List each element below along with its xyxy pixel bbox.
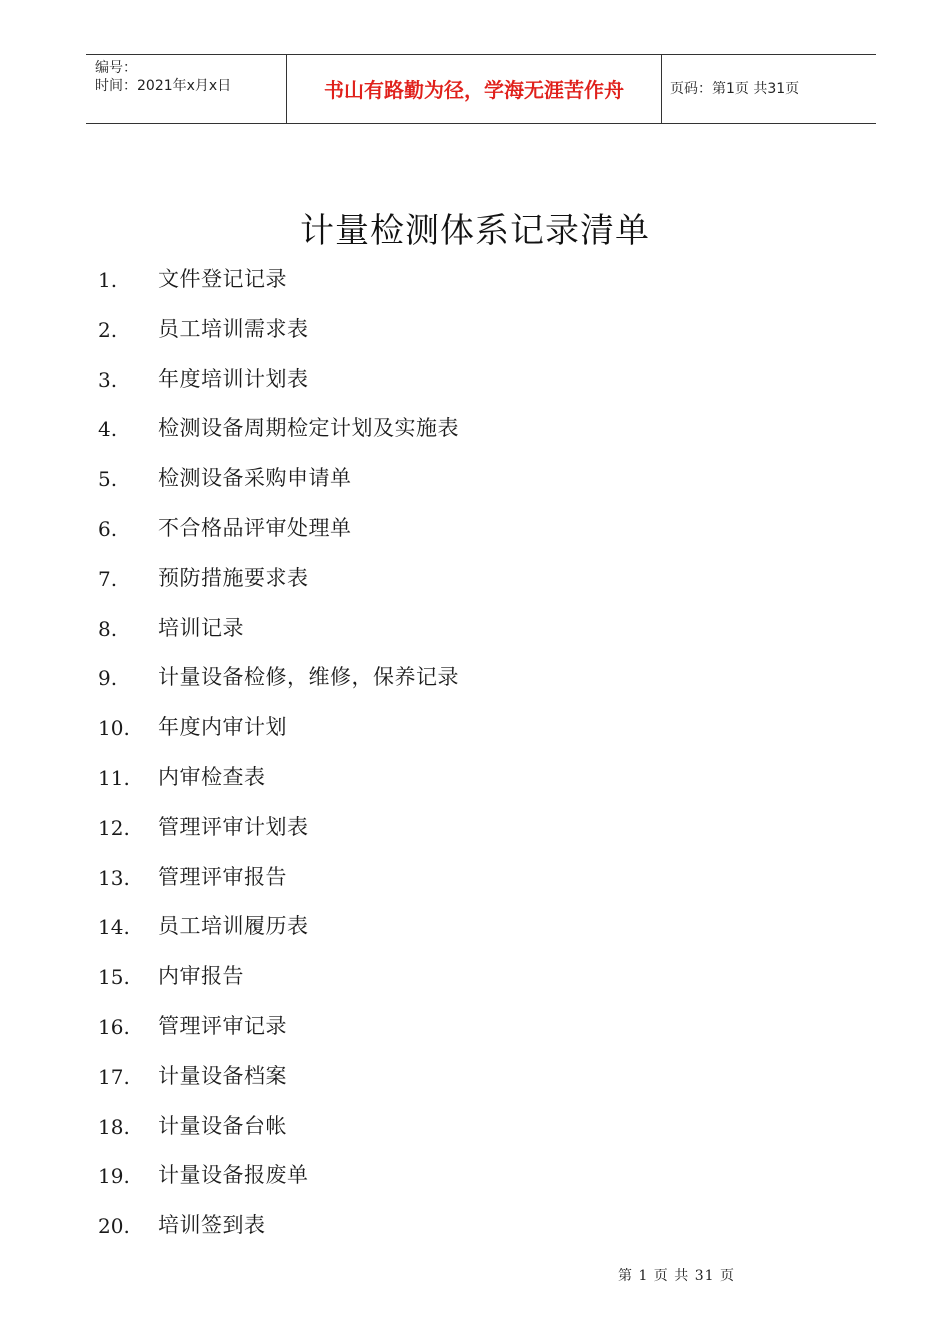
list-item-text: 内审检查表 xyxy=(158,764,266,789)
list-item-text: 年度培训计划表 xyxy=(158,366,309,391)
list-item xyxy=(0,262,950,312)
list-item xyxy=(0,1208,950,1258)
list-item-text: 文件登记记录 xyxy=(158,267,287,291)
list-item xyxy=(0,660,950,710)
list-item-number: 8. xyxy=(98,616,118,641)
list-item-number: 1. xyxy=(98,268,118,292)
list-item-number: 9. xyxy=(98,666,118,691)
header-motto-cell xyxy=(286,55,662,123)
list-item xyxy=(0,1109,950,1159)
list-item-number: 10. xyxy=(98,716,130,741)
page-header xyxy=(86,54,876,124)
list-item-text: 员工培训需求表 xyxy=(158,316,309,341)
list-item-text: 检测设备采购申请单 xyxy=(158,466,352,491)
list-item-text: 不合格品评审处理单 xyxy=(158,515,352,540)
page-footer: 第 1 页 共 31 页 xyxy=(618,1268,735,1284)
list-item xyxy=(0,710,950,760)
date-line: 时间：2021年x月x日 xyxy=(95,78,232,94)
list-item xyxy=(0,810,950,860)
list-item-text: 管理评审报告 xyxy=(158,864,287,889)
list-item-number: 17. xyxy=(98,1064,130,1089)
list-item-text: 员工培训履历表 xyxy=(158,914,309,939)
list-item-number: 2. xyxy=(98,317,118,342)
list-item xyxy=(0,1059,950,1109)
list-item-number: 11. xyxy=(98,765,130,790)
list-item-text: 计量设备台帐 xyxy=(158,1113,287,1138)
header-page-cell xyxy=(661,55,876,123)
list-item-number: 12. xyxy=(98,815,130,840)
list-item-text: 年度内审计划 xyxy=(158,715,287,740)
list-item-number: 5. xyxy=(98,467,118,492)
list-item-number: 4. xyxy=(98,417,118,442)
document-title: 计量检测体系记录清单 xyxy=(300,211,650,251)
list-item-number: 18. xyxy=(98,1114,130,1139)
list-item xyxy=(0,461,950,511)
list-item xyxy=(0,959,950,1009)
list-item-number: 15. xyxy=(98,965,130,990)
header-info-cell xyxy=(86,55,286,123)
list-item xyxy=(0,312,950,362)
list-item xyxy=(0,511,950,561)
list-item xyxy=(0,561,950,611)
list-item-text: 检测设备周期检定计划及实施表 xyxy=(158,416,459,441)
list-item xyxy=(0,611,950,661)
list-item-text: 内审报告 xyxy=(158,964,244,989)
list-item-text: 计量设备报废单 xyxy=(158,1163,309,1188)
list-item-number: 19. xyxy=(98,1164,130,1189)
list-item-number: 14. xyxy=(98,915,130,940)
list-item-number: 7. xyxy=(98,566,118,591)
list-item-text: 培训记录 xyxy=(158,615,244,640)
list-item-number: 16. xyxy=(98,1014,130,1039)
list-item xyxy=(0,362,950,412)
list-item-text: 计量设备档案 xyxy=(158,1063,287,1088)
list-item xyxy=(0,909,950,959)
list-item-number: 20. xyxy=(98,1214,130,1239)
list-item-number: 13. xyxy=(98,865,130,890)
motto-text: 书山有路勤为径，学海无涯苦作舟 xyxy=(324,78,624,102)
list-item-number: 3. xyxy=(98,367,118,392)
header-page-info: 页码：第1页 共31页 xyxy=(670,81,800,97)
serial-number-label: 编号： xyxy=(95,60,137,76)
list-item-text: 预防措施要求表 xyxy=(158,565,309,590)
list-item-text: 管理评审记录 xyxy=(158,1013,287,1038)
list-item xyxy=(0,760,950,810)
list-item xyxy=(0,411,950,461)
record-list xyxy=(0,262,950,1258)
list-item-text: 计量设备检修，维修，保养记录 xyxy=(158,665,459,690)
list-item xyxy=(0,1009,950,1059)
list-item-text: 培训签到表 xyxy=(158,1213,266,1238)
list-item-text: 管理评审计划表 xyxy=(158,814,309,839)
list-item xyxy=(0,860,950,910)
list-item xyxy=(0,1158,950,1208)
list-item-number: 6. xyxy=(98,516,118,541)
